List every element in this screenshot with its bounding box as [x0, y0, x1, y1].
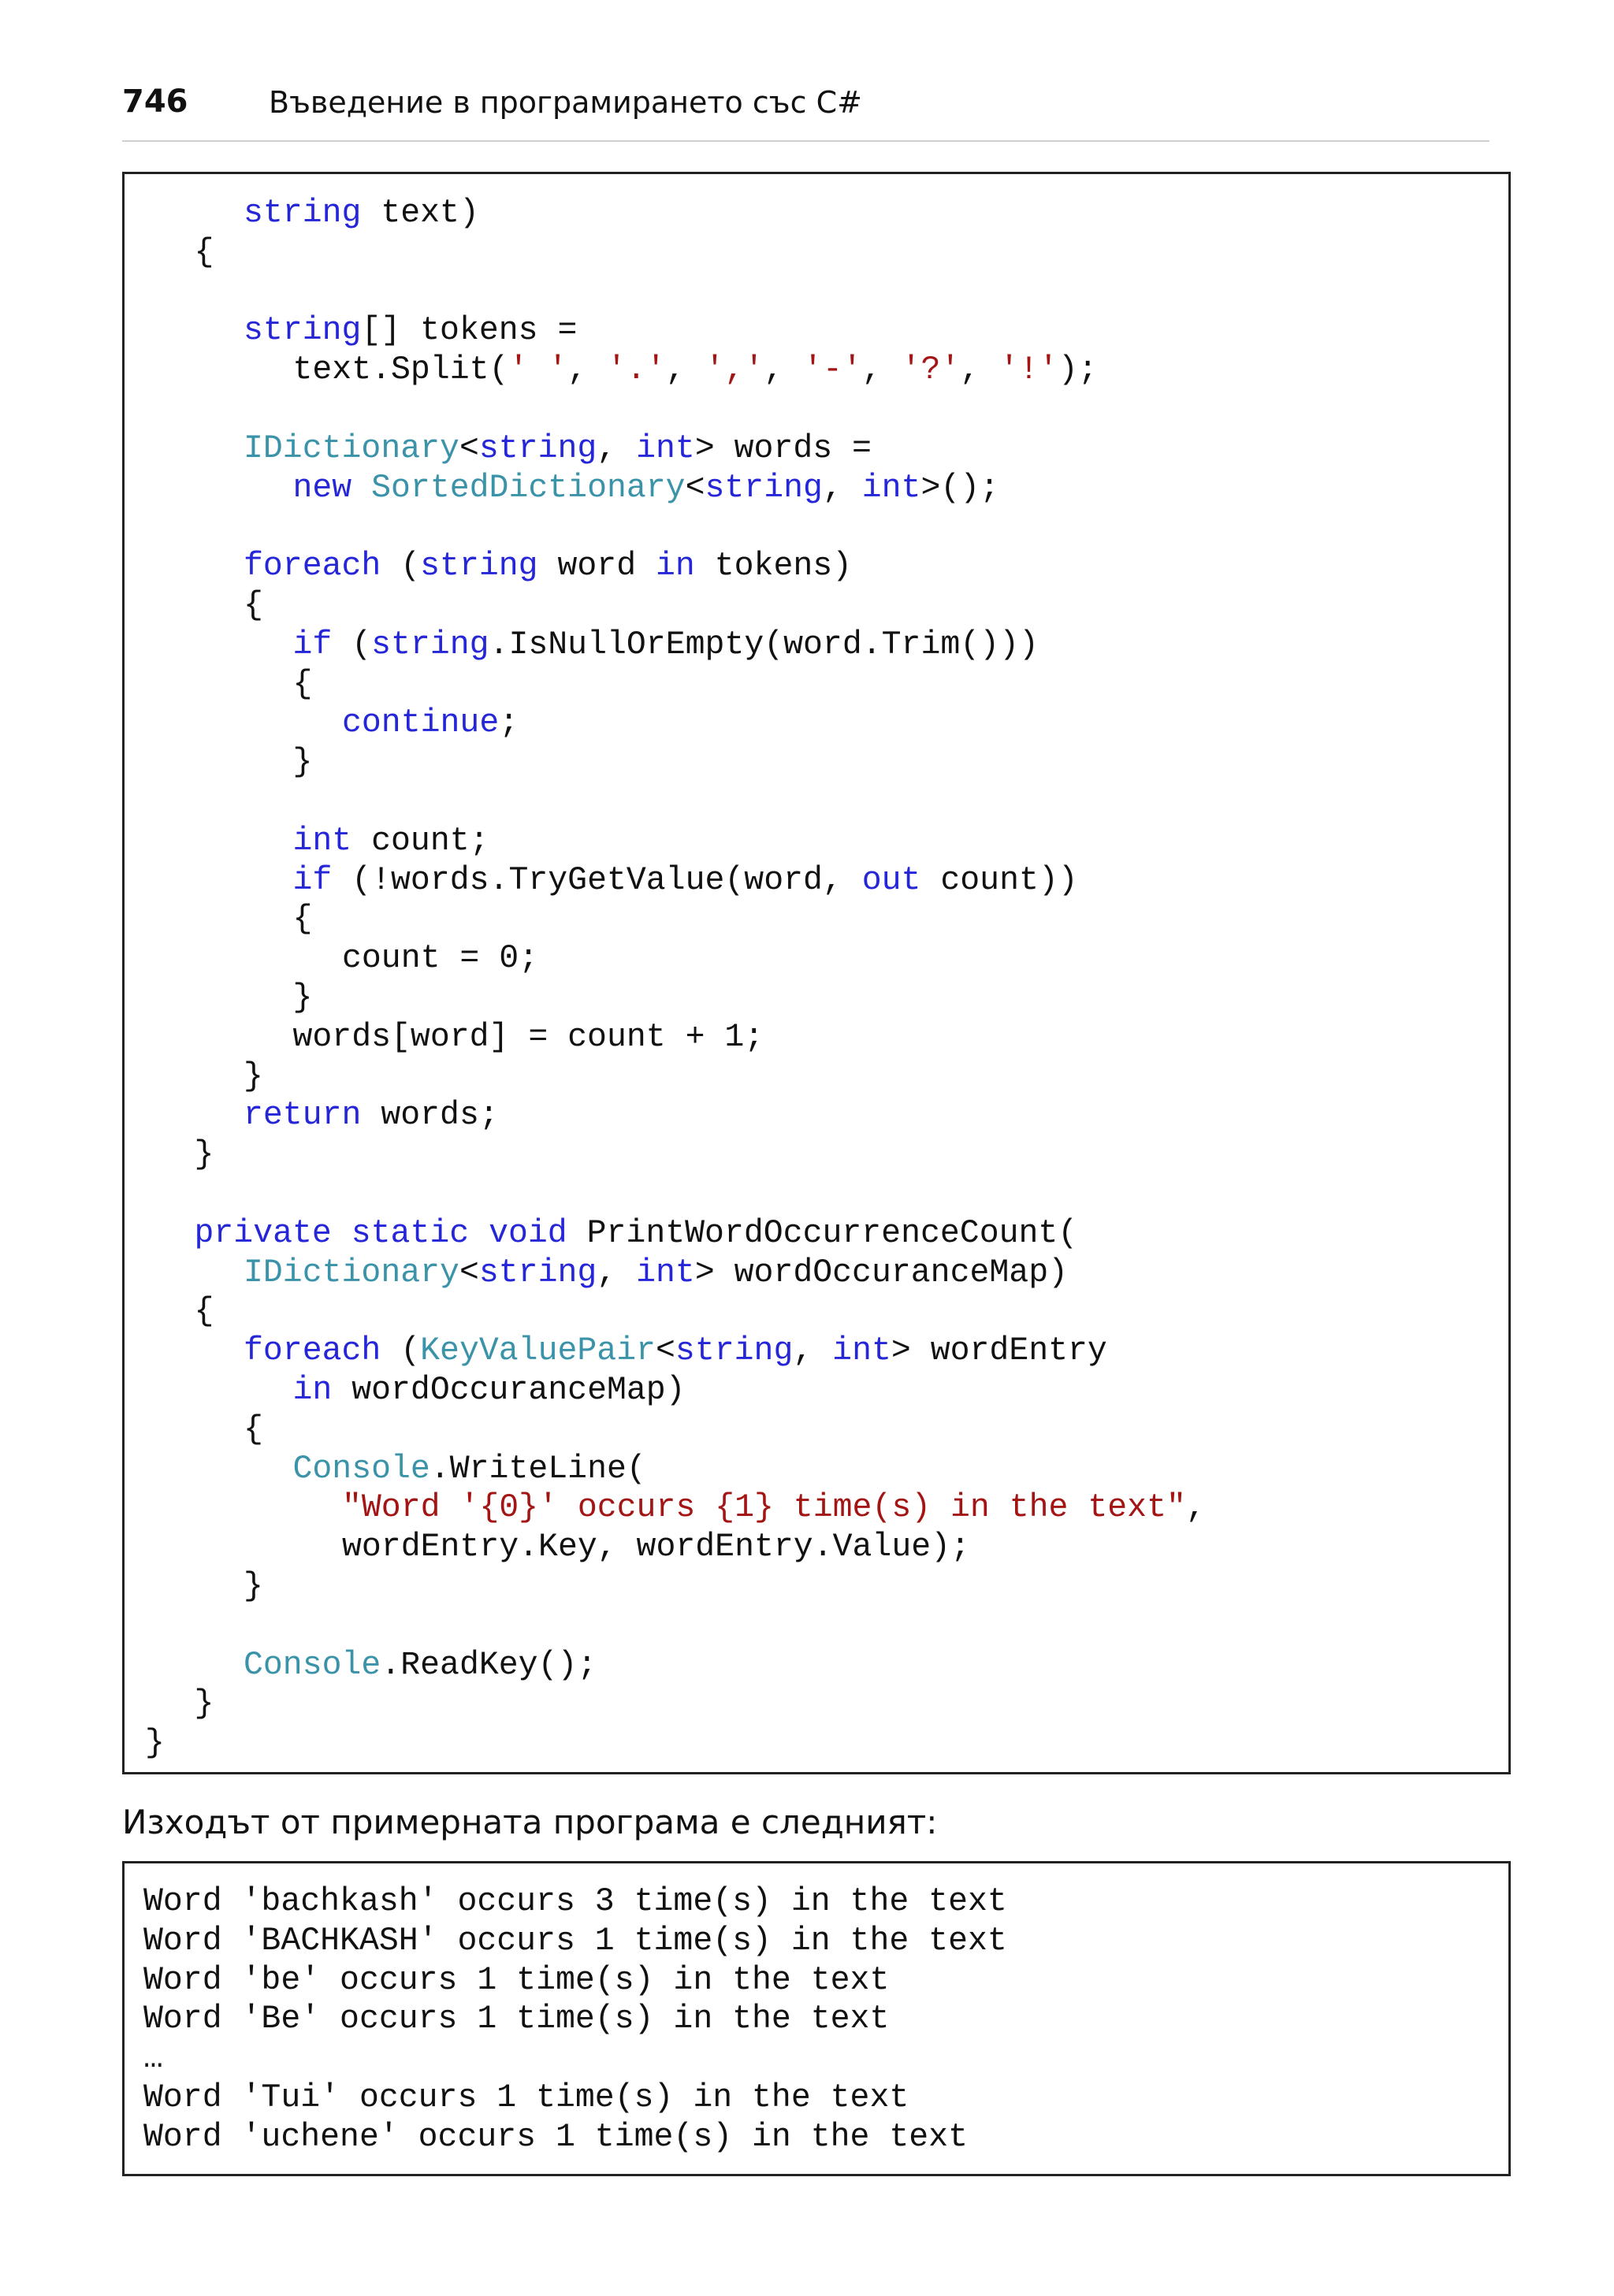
output-line: Word 'uchene' occurs 1 time(s) in the text: [143, 2118, 968, 2156]
code-token: [351, 470, 371, 507]
code-line: [293, 822, 489, 861]
code-line: [293, 900, 313, 939]
code-token: Console: [292, 1450, 430, 1488]
code-line: [342, 704, 519, 743]
code-token: }: [145, 1725, 165, 1763]
code-token: .ReadKey();: [381, 1646, 597, 1684]
code-line: [244, 547, 852, 586]
code-token: if: [292, 626, 333, 663]
code-token: ,: [597, 1254, 637, 1291]
code-token: }: [244, 1568, 263, 1605]
code-line: [293, 469, 1000, 508]
code-token: "Word '{0}' occurs {1} time(s) in the text": [342, 1489, 1186, 1527]
code-token: {: [194, 233, 214, 271]
code-token: word: [537, 548, 656, 585]
code-token: int: [636, 1254, 695, 1291]
code-token: );: [1058, 351, 1098, 389]
code-token: [469, 1215, 489, 1252]
output-line: Word 'bachkash' occurs 3 time(s) in the text: [143, 1883, 1007, 1920]
code-token: SortedDictionary: [371, 469, 686, 507]
code-token: int: [636, 429, 695, 467]
code-token: ,: [793, 1332, 833, 1370]
code-token: foreach: [244, 548, 381, 585]
code-token: .IsNullOrEmpty(word.Trim())): [489, 626, 1039, 663]
code-token: {: [244, 1410, 263, 1448]
code-line: [342, 1488, 1206, 1528]
code-token: }: [244, 1057, 263, 1095]
code-line: [244, 311, 577, 351]
code-token: ' ': [508, 351, 568, 389]
code-token: {: [244, 587, 263, 624]
page-header: [122, 79, 1489, 142]
code-line: [244, 1254, 1068, 1293]
code-token: '!': [999, 351, 1058, 389]
code-token: int: [832, 1332, 891, 1370]
code-token: count)): [920, 861, 1078, 899]
output-line: …: [143, 2040, 163, 2078]
code-token: int: [861, 469, 921, 507]
code-line: [244, 1410, 263, 1450]
code-line: [244, 1057, 263, 1097]
code-token: private: [194, 1214, 332, 1252]
code-token: in: [656, 548, 695, 585]
code-line: [293, 665, 313, 704]
code-token: foreach: [244, 1332, 381, 1370]
code-token: count = 0;: [342, 940, 539, 978]
code-token: in: [292, 1372, 333, 1409]
code-token: string: [244, 195, 362, 232]
output-line: Word 'BACHKASH' occurs 1 time(s) in the text: [143, 1922, 1007, 1960]
code-token: string: [478, 429, 597, 467]
code-token: ,: [567, 351, 607, 389]
code-token: out: [861, 861, 921, 899]
code-token: wordEntry.Key, wordEntry.Value);: [342, 1529, 970, 1566]
code-token: new: [292, 469, 352, 507]
code-line: [244, 1567, 263, 1607]
code-token: }: [292, 744, 313, 782]
code-token: wordOccuranceMap): [332, 1372, 686, 1409]
code-token: (: [332, 626, 372, 663]
code-token: .WriteLine(: [430, 1450, 646, 1488]
code-token: {: [292, 665, 313, 703]
code-token: ,: [665, 351, 705, 389]
page-title: Въведение в програмирането със C#: [269, 85, 862, 120]
page-number: 746: [122, 84, 188, 120]
code-token: }: [292, 979, 313, 1016]
program-output: [122, 1861, 1511, 2176]
output-line: Word 'Be' occurs 1 time(s) in the text: [143, 2001, 890, 2038]
code-token: string: [705, 469, 823, 507]
code-token: > words =: [694, 429, 872, 467]
output-line: Word 'Tui' occurs 1 time(s) in the text: [143, 2079, 909, 2116]
code-token: IDictionary: [244, 1254, 459, 1291]
code-token: int: [292, 822, 352, 860]
code-token: IDictionary: [244, 429, 459, 467]
code-token: >();: [920, 469, 1000, 507]
code-line: [293, 1018, 764, 1057]
code-token: PrintWordOccurrenceCount(: [567, 1214, 1078, 1252]
code-token: void: [489, 1214, 567, 1252]
code-token: > wordEntry: [891, 1332, 1107, 1370]
code-token: words[word] = count + 1;: [292, 1018, 764, 1056]
code-token: Console: [244, 1646, 381, 1684]
code-token: {: [292, 901, 313, 938]
code-token: }: [194, 1136, 214, 1174]
code-token: '.': [606, 351, 666, 389]
code-listing: [122, 172, 1511, 1774]
code-token: (: [381, 548, 421, 585]
code-token: string: [420, 548, 538, 585]
code-token: count;: [351, 822, 489, 860]
code-token: ,: [861, 351, 902, 389]
code-token: <: [459, 1254, 479, 1291]
code-line: [342, 939, 538, 979]
code-line: [244, 586, 263, 626]
code-line: [244, 1332, 1107, 1371]
code-line: [293, 1450, 646, 1489]
code-token: {: [194, 1293, 214, 1331]
code-token: <: [685, 469, 705, 507]
code-token: ,: [764, 351, 804, 389]
code-line: [293, 979, 313, 1018]
code-token: '-': [803, 351, 862, 389]
code-token: static: [351, 1214, 470, 1252]
code-token: text): [361, 195, 479, 232]
code-token: string: [371, 626, 489, 663]
code-line: [195, 1685, 214, 1724]
code-token: KeyValuePair: [420, 1332, 656, 1370]
code-line: [195, 1135, 214, 1175]
code-token: [] tokens =: [361, 312, 578, 350]
code-line: [244, 1096, 499, 1135]
code-token: ,: [597, 429, 637, 467]
code-token: text.Split(: [292, 351, 509, 389]
code-token: words;: [361, 1097, 499, 1135]
code-token: }: [194, 1685, 214, 1723]
code-line: [244, 194, 479, 233]
code-token: ;: [499, 704, 519, 742]
code-token: (: [381, 1332, 421, 1370]
code-line: [244, 429, 872, 469]
code-token: ,: [1185, 1489, 1206, 1527]
code-line: [145, 1724, 165, 1763]
output-caption: Изходът от примерната програма е следният:: [122, 1803, 938, 1841]
code-line: [195, 1214, 1078, 1254]
code-token: string: [478, 1254, 597, 1291]
code-line: [293, 1371, 686, 1410]
code-token: string: [675, 1332, 794, 1370]
code-line: [293, 861, 1078, 901]
code-token: ,: [960, 351, 1000, 389]
code-token: string: [244, 312, 362, 350]
code-token: return: [244, 1097, 362, 1135]
code-token: ,: [822, 469, 862, 507]
code-line: [195, 1292, 214, 1332]
code-token: > wordOccuranceMap): [694, 1254, 1069, 1291]
code-token: [332, 1215, 351, 1252]
code-line: [293, 743, 313, 782]
code-line: [244, 1646, 597, 1685]
code-line: [293, 351, 1098, 390]
code-token: continue: [342, 704, 500, 742]
code-token: (!words.TryGetValue(word,: [332, 861, 862, 899]
code-line: [195, 233, 214, 273]
code-token: <: [656, 1332, 675, 1370]
output-line: Word 'be' occurs 1 time(s) in the text: [143, 1961, 890, 1999]
code-token: tokens): [694, 548, 853, 585]
code-line: [293, 626, 1039, 665]
code-token: ',': [705, 351, 764, 389]
code-token: if: [292, 861, 333, 899]
code-line: [342, 1528, 970, 1567]
code-token: '?': [901, 351, 961, 389]
code-token: <: [459, 429, 479, 467]
